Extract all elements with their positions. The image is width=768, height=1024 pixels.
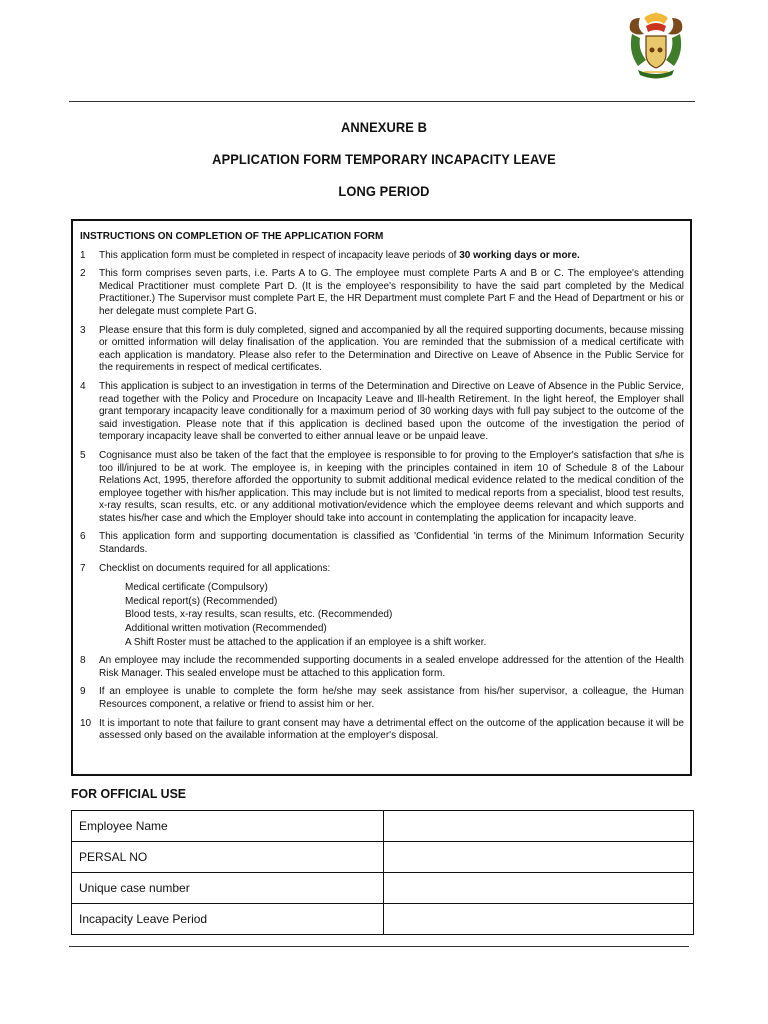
checklist-item: A Shift Roster must be attached to the application if an employee is a shift worker. [125, 636, 487, 648]
item-number: 5 [80, 449, 86, 461]
instructions-box [71, 219, 692, 776]
item-number: 2 [80, 268, 86, 280]
item-text: This form comprises seven parts, i.e. Parts A to G. The employee must complete Parts A and B or C. The employee's attending Medical Practitioner must complete Part D. (It is the employee's responsibility to have the said part completed by the Medical Practitioner.) The Supervisor must complete Part E, the HR Department must complete Part F and the Head of Department or his or her delegate must complete Part G. [99, 268, 684, 317]
table-row [72, 873, 694, 904]
item-number: 8 [80, 655, 86, 667]
persal-no-label: PERSAL NO [72, 842, 384, 873]
item-text: This application is subject to an investigation in terms of the Determination and Directive on Leave of Absence in the Public Service, read together with the Policy and Procedure on Incapacity Leave and Ill-health Retirement. In the light hereof, the Employer shall grant temporary incapacity leave conditionally for a maximum period of 30 working days with full pay subject to the outcome of the said investigation. Please note that if this application is declined based upon the outcome of the investigation the period of temporary incapacity leave shall be converted to either annual leave or be unpaid leave. [99, 380, 684, 443]
instruction-item-8 [80, 655, 684, 680]
item-number: 10 [80, 717, 92, 729]
checklist-item: Blood tests, x-ray results, scan results, etc. (Recommended) [125, 609, 393, 621]
instruction-item-7 [80, 563, 684, 576]
instruction-item-9 [80, 686, 684, 711]
instruction-item-2 [80, 268, 684, 318]
item-text: This application form and supporting documentation is classified as 'Confidential 'in terms of the Minimum Information Security Standards. [99, 531, 684, 556]
instruction-item-5 [80, 450, 684, 526]
item-text: It is important to note that failure to grant consent may have a detrimental effect on the outcome of the application because it will be assessed only based on the available information at the employer's disposal. [99, 717, 684, 742]
item-number: 6 [80, 531, 86, 543]
instructions-title: INSTRUCTIONS ON COMPLETION OF THE APPLICATION FORM [80, 231, 384, 242]
item-number: 4 [80, 380, 86, 392]
official-use-table [71, 810, 694, 935]
item-text [99, 250, 684, 263]
table-row [72, 842, 694, 873]
item-text-plain: This application form must be completed in respect of incapacity leave periods of [99, 249, 460, 261]
checklist-item: Additional written motivation (Recommended) [125, 623, 327, 635]
document-headings [0, 118, 768, 202]
table-row [72, 811, 694, 842]
case-number-field[interactable] [384, 873, 694, 904]
item-number: 7 [80, 562, 86, 574]
instruction-item-3 [80, 325, 684, 375]
official-use-title: FOR OFFICIAL USE [71, 786, 187, 801]
table-row [72, 904, 694, 935]
item-text: Cognisance must also be taken of the fact that the employee is responsible to for proving to the Employer's satisfaction that s/he is too ill/injured to be at work. The employee is, in keeping with the principles contained in item 10 of Schedule 8 of the Labour Relations Act, 1995, therefore afforded the opportunity to submit additional medical evidence related to the medical condition of the employee together with his/her application. This may include but is not limited to medical reports from a specialist, blood test results, x-ray results, scan results, etc. or any additional motivation/evidence which the employee deems relevant and which supports and states his/her case and which the Employer should take into account in contemplating the application for incapacity leave. [99, 449, 684, 524]
item-text: Please ensure that this form is duly completed, signed and accompanied by all the required supporting documents, because missing or omitted information will delay finalisation of the application. You are reminded that the submission of a medical certificate with each application is mandatory. Please also refer to the Determination and Directive on Leave of Absence in the Public Service for the requirements in respect of medical certificates. [99, 324, 684, 374]
instruction-item-10 [80, 718, 684, 743]
form-title: APPLICATION FORM TEMPORARY INCAPACITY LEAVE [212, 151, 556, 167]
period-title: LONG PERIOD [338, 183, 430, 199]
annexure-title: ANNEXURE B [340, 119, 428, 135]
instruction-item-6 [80, 531, 684, 556]
checklist-item: Medical certificate (Compulsory) [125, 582, 268, 594]
item-number: 1 [80, 249, 86, 261]
document-checklist [125, 581, 684, 649]
coat-of-arms-logo [624, 8, 688, 84]
persal-no-field[interactable] [384, 842, 694, 873]
case-number-label: Unique case number [72, 873, 384, 904]
employee-name-field[interactable] [384, 811, 694, 842]
checklist-item: Medical report(s) (Recommended) [125, 595, 278, 607]
instruction-item-4 [80, 381, 684, 444]
item-text: An employee may include the recommended supporting documents in a sealed envelope addressed for the attention of the Health Risk Manager. This sealed envelope must be attached to this application form. [99, 655, 684, 679]
item-text: If an employee is unable to complete the form he/she may seek assistance from his/her supervisor, a colleague, the Human Resources component, a relative or friend to assist him or her. [99, 686, 684, 710]
leave-period-label: Incapacity Leave Period [72, 904, 384, 935]
item-text: Checklist on documents required for all applications: [99, 562, 331, 574]
instruction-item-1 [80, 250, 684, 263]
employee-name-label: Employee Name [72, 811, 384, 842]
header-divider [69, 101, 695, 102]
item-text-bold: 30 working days or more. [459, 249, 580, 261]
footer-divider [69, 946, 689, 947]
leave-period-field[interactable] [384, 904, 694, 935]
item-number: 3 [80, 324, 86, 336]
item-number: 9 [80, 686, 86, 698]
